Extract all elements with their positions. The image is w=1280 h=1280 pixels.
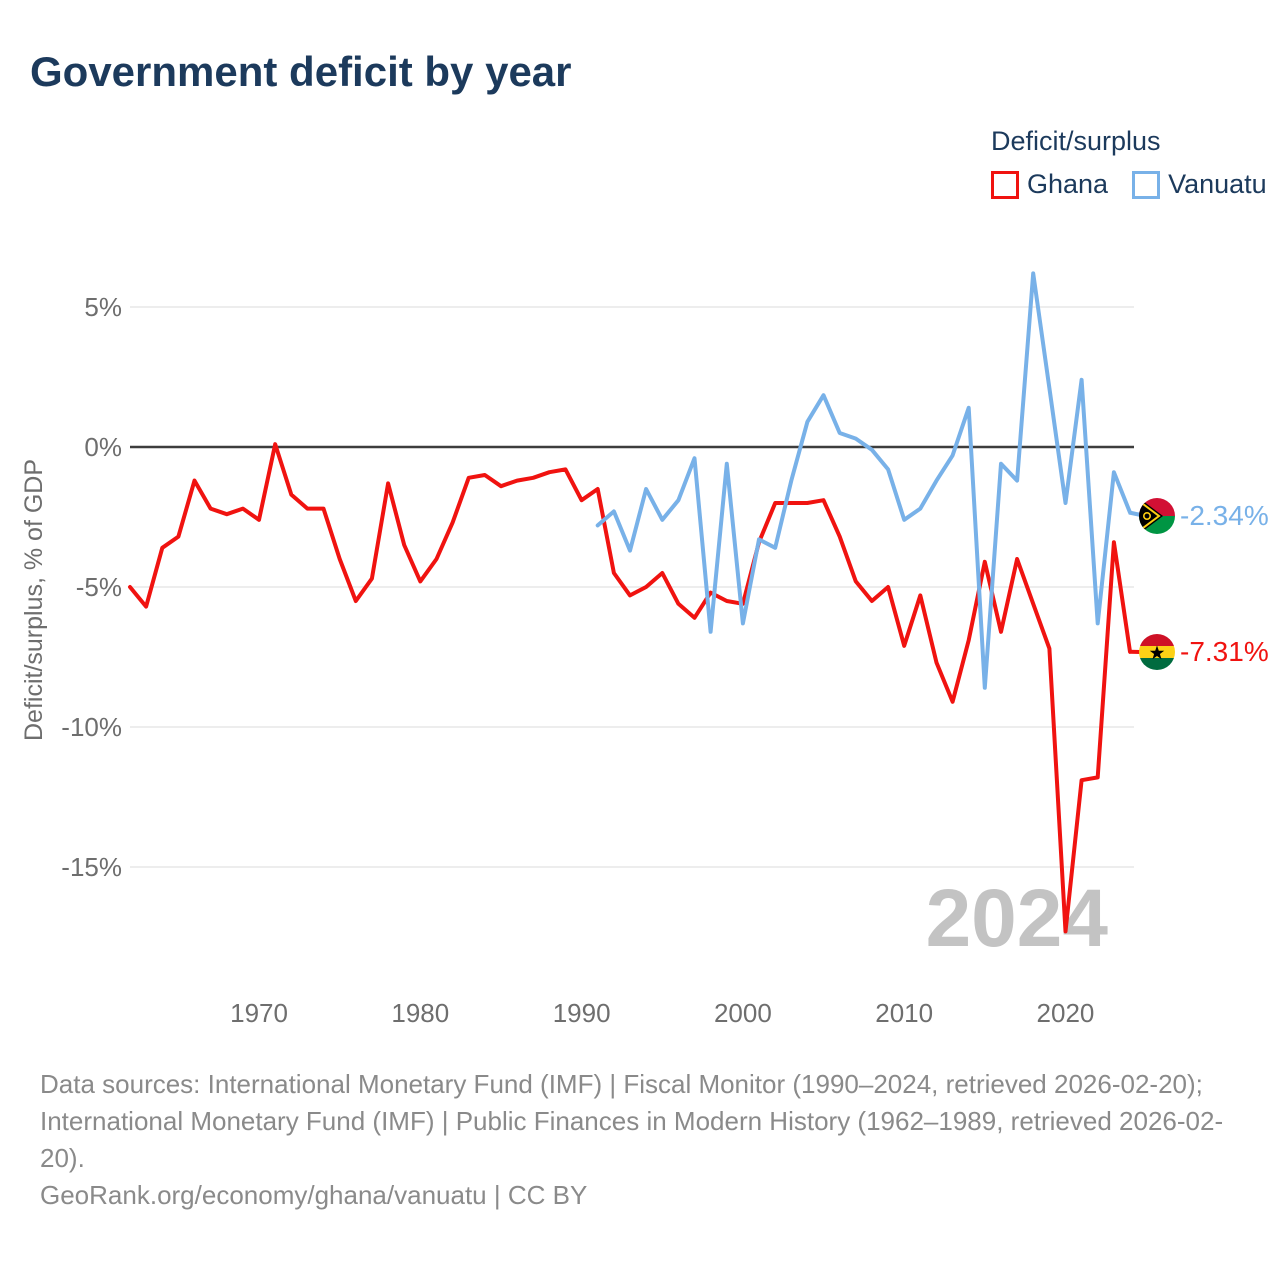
legend-label-ghana: Ghana [1027, 169, 1109, 199]
x-tick-label: 2020 [1036, 998, 1095, 1028]
legend-label-vanuatu: Vanuatu [1168, 169, 1267, 199]
ghana-flag-icon [1139, 634, 1175, 670]
legend-title: Deficit/surplus [991, 126, 1161, 156]
x-axis-tick-labels [230, 998, 1094, 1028]
y-tick-label: -5% [75, 572, 122, 602]
page-title: Government deficit by year [30, 48, 572, 95]
gridlines [130, 307, 1134, 867]
y-tick-label: -15% [61, 852, 122, 882]
y-axis-tick-labels [61, 292, 122, 882]
ghana-end-label: -7.31% [1180, 636, 1269, 667]
x-tick-label: 1980 [391, 998, 450, 1028]
y-tick-label: 5% [84, 292, 122, 322]
vanuatu-line [598, 273, 1130, 687]
attribution-text: GeoRank.org/economy/ghana/vanuatu | CC BY [40, 1179, 588, 1210]
footer [40, 1066, 1230, 1214]
series-lines [130, 273, 1130, 931]
x-tick-label: 2010 [875, 998, 934, 1028]
ghana-line [130, 444, 1130, 931]
x-tick-label: 2000 [713, 998, 772, 1028]
y-tick-label: -10% [61, 712, 122, 742]
watermark-year: 2024 [925, 873, 1108, 964]
x-tick-label: 1970 [230, 998, 288, 1028]
vanuatu-flag-icon [1139, 498, 1175, 534]
y-tick-label: 0% [84, 432, 122, 462]
y-axis-title: Deficit/surplus, % of GDP [20, 458, 48, 742]
x-tick-label: 1990 [552, 998, 611, 1028]
vanuatu-end-label: -2.34% [1180, 500, 1269, 531]
data-sources-text: Data sources: International Monetary Fund (IMF) | Fiscal Monitor (1990–2024, retrieved 2026-02-20); International Monetary Fund (IMF) | Public Finances in Modern History (1962–1989, retrieved 2026-02-20). [40, 1069, 1224, 1173]
